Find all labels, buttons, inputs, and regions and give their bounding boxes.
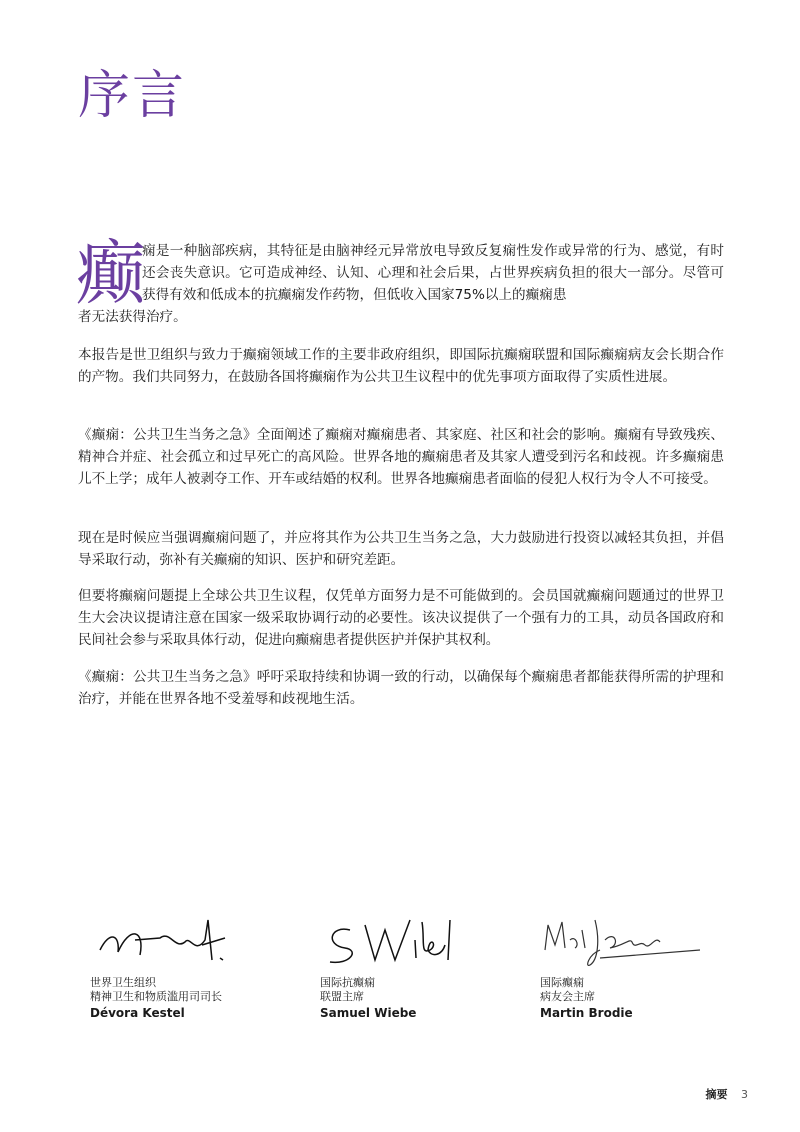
paragraph-intro: 痫是一种脑部疾病，其特征是由脑神经元异常放电导致反复痫性发作或异常的行为、感觉，有时还会丧失意识。它可造成神经、认知、心理和社会后果，占世界疾病负担的很大一部分。尽管可获得有效和低成本的抗癫痫发作药物，但低收入国家75%以上的癫痫患 [142, 243, 724, 303]
paragraph-intro-end: 者无法获得治疗。 [78, 309, 187, 325]
signature-image [540, 910, 710, 970]
signatory-role: 病友会主席 [540, 990, 595, 1003]
page-footer [706, 1086, 749, 1102]
signatory-org: 国际癫痫 [540, 976, 584, 989]
paragraph-call: 现在是时候应当强调癫痫问题了，并应将其作为公共卫生当务之急，大力鼓励进行投资以减轻其负担，并倡导采取行动，弥补有关癫痫的知识、医护和研究差距。 [78, 530, 724, 568]
signatory-name: Samuel Wiebe [320, 1006, 417, 1020]
page-title: 序言 [78, 66, 187, 126]
signatory-name: Dévora Kestel [90, 1006, 185, 1020]
footer-section-label: 摘要 [705, 1088, 728, 1101]
paragraph-conclusion: 《癫痫：公共卫生当务之急》呼吁采取持续和协调一致的行动，以确保每个癫痫患者都能获得所需的护理和治疗，并能在世界各地不受羞辱和歧视地生活。 [78, 669, 724, 707]
signatory-role: 联盟主席 [320, 990, 364, 1003]
paragraph-impact: 《癫痫：公共卫生当务之急》全面阐述了癫痫对癫痫患者、其家庭、社区和社会的影响。癫痫有导致残疾、精神合并症、社会孤立和过早死亡的高风险。世界各地的癫痫患者及其家人遭受到污名和歧视。许多癫痫患儿不上学；成年人被剥夺工作、开车或结婚的权利。世界各地癫痫患者面临的侵犯人权行为令人不可接受。 [78, 427, 724, 487]
signatory-kestel [90, 910, 290, 1020]
signatory-wiebe [320, 910, 520, 1020]
signatory-name: Martin Brodie [540, 1006, 633, 1020]
signatory-org: 世界卫生组织 [90, 976, 156, 989]
signature-image [320, 910, 470, 970]
signatory-role: 精神卫生和物质滥用司司长 [90, 990, 222, 1003]
drop-cap: 癫 [76, 232, 146, 314]
page-number: 3 [741, 1088, 748, 1101]
paragraph-resolution: 但要将癫痫问题提上全球公共卫生议程，仅凭单方面努力是不可能做到的。会员国就癫痫问题通过的世界卫生大会决议提请注意在国家一级采取协调行动的必要性。该决议提供了一个强有力的工具，动员各国政府和民间社会参与采取具体行动，促进向癫痫患者提供医护并保护其权利。 [78, 588, 724, 648]
signatory-brodie [540, 910, 740, 1020]
signature-image [90, 910, 240, 970]
paragraph-partnership: 本报告是世卫组织与致力于癫痫领域工作的主要非政府组织，即国际抗癫痫联盟和国际癫痫病友会长期合作的产物。我们共同努力，在鼓励各国将癫痫作为公共卫生议程中的优先事项方面取得了实质性进展。 [78, 347, 724, 385]
signatory-org: 国际抗癫痫 [320, 976, 375, 989]
